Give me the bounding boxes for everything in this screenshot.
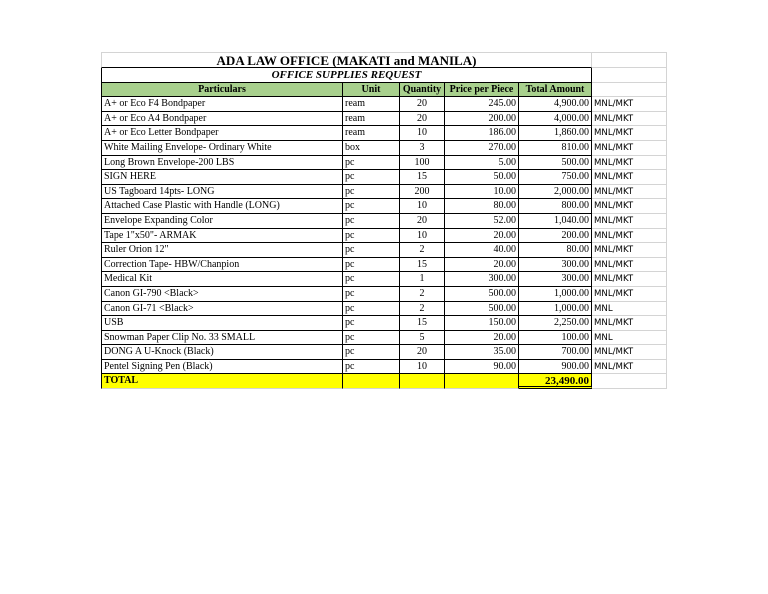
cell-unit[interactable]: pc xyxy=(343,331,400,346)
sheet-title[interactable]: ADA LAW OFFICE (MAKATI and MANILA) xyxy=(101,52,592,68)
cell-location[interactable]: MNL/MKT xyxy=(592,345,667,360)
cell-particulars[interactable]: A+ or Eco Letter Bondpaper xyxy=(101,126,343,141)
cell-price[interactable]: 270.00 xyxy=(445,141,519,156)
table-row xyxy=(101,302,667,317)
cell-total[interactable]: 1,000.00 xyxy=(519,287,592,302)
cell-unit[interactable]: pc xyxy=(343,302,400,317)
cell-particulars[interactable]: Ruler Orion 12" xyxy=(101,243,343,258)
cell-total[interactable]: 200.00 xyxy=(519,229,592,244)
cell-unit[interactable]: pc xyxy=(343,199,400,214)
cell-particulars[interactable]: Medical Kit xyxy=(101,272,343,287)
cell-price[interactable]: 200.00 xyxy=(445,112,519,127)
cell-unit[interactable]: pc xyxy=(343,243,400,258)
cell-price[interactable]: 20.00 xyxy=(445,331,519,346)
cell-location[interactable]: MNL/MKT xyxy=(592,258,667,273)
cell-location[interactable]: MNL/MKT xyxy=(592,170,667,185)
cell-quantity[interactable]: 20 xyxy=(400,345,445,360)
cell-quantity[interactable]: 2 xyxy=(400,302,445,317)
table-row xyxy=(101,141,667,156)
table-row xyxy=(101,156,667,171)
cell-unit[interactable]: pc xyxy=(343,214,400,229)
header-price[interactable]: Price per Piece xyxy=(445,83,519,98)
cell-particulars[interactable]: SIGN HERE xyxy=(101,170,343,185)
cell-price[interactable]: 5.00 xyxy=(445,156,519,171)
table-row xyxy=(101,331,667,346)
cell-quantity[interactable]: 20 xyxy=(400,112,445,127)
cell-location[interactable]: MNL xyxy=(592,331,667,346)
cell-unit[interactable]: pc xyxy=(343,258,400,273)
cell-quantity[interactable]: 15 xyxy=(400,170,445,185)
cell-quantity[interactable]: 20 xyxy=(400,214,445,229)
cell-quantity[interactable]: 10 xyxy=(400,199,445,214)
cell-location[interactable]: MNL/MKT xyxy=(592,199,667,214)
header-total[interactable]: Total Amount xyxy=(519,83,592,98)
header-row xyxy=(101,83,667,98)
cell-location[interactable]: MNL/MKT xyxy=(592,272,667,287)
empty-cell[interactable] xyxy=(400,374,445,389)
cell-location[interactable]: MNL/MKT xyxy=(592,156,667,171)
header-quantity[interactable]: Quantity xyxy=(400,83,445,98)
cell-location[interactable]: MNL/MKT xyxy=(592,243,667,258)
cell-unit[interactable]: ream xyxy=(343,112,400,127)
table-body xyxy=(101,97,667,374)
empty-cell[interactable] xyxy=(592,68,667,83)
cell-particulars[interactable]: US Tagboard 14pts- LONG xyxy=(101,185,343,200)
cell-unit[interactable]: pc xyxy=(343,287,400,302)
cell-location[interactable]: MNL/MKT xyxy=(592,141,667,156)
cell-quantity[interactable]: 100 xyxy=(400,156,445,171)
table-row xyxy=(101,112,667,127)
cell-location[interactable]: MNL/MKT xyxy=(592,112,667,127)
cell-location[interactable]: MNL/MKT xyxy=(592,287,667,302)
cell-unit[interactable]: pc xyxy=(343,272,400,287)
cell-total[interactable]: 100.00 xyxy=(519,331,592,346)
empty-cell[interactable] xyxy=(592,374,667,389)
cell-unit[interactable]: pc xyxy=(343,345,400,360)
cell-location[interactable]: MNL/MKT xyxy=(592,97,667,112)
cell-price[interactable]: 35.00 xyxy=(445,345,519,360)
table-row xyxy=(101,243,667,258)
cell-quantity[interactable]: 10 xyxy=(400,126,445,141)
table-row xyxy=(101,199,667,214)
cell-quantity[interactable]: 5 xyxy=(400,331,445,346)
cell-price[interactable]: 50.00 xyxy=(445,170,519,185)
table-row xyxy=(101,316,667,331)
cell-quantity[interactable]: 3 xyxy=(400,141,445,156)
table-row xyxy=(101,287,667,302)
cell-total[interactable]: 1,040.00 xyxy=(519,214,592,229)
cell-total[interactable]: 1,000.00 xyxy=(519,302,592,317)
cell-total[interactable]: 500.00 xyxy=(519,156,592,171)
cell-price[interactable]: 90.00 xyxy=(445,360,519,375)
header-particulars[interactable]: Particulars xyxy=(101,83,343,98)
cell-unit[interactable]: pc xyxy=(343,170,400,185)
cell-price[interactable]: 245.00 xyxy=(445,97,519,112)
subtitle-row xyxy=(101,68,667,83)
cell-particulars[interactable]: Canon GI-71 <Black> xyxy=(101,302,343,317)
table-row xyxy=(101,272,667,287)
cell-price[interactable]: 40.00 xyxy=(445,243,519,258)
cell-price[interactable]: 20.00 xyxy=(445,229,519,244)
cell-particulars[interactable]: Long Brown Envelope-200 LBS xyxy=(101,156,343,171)
cell-total[interactable]: 1,860.00 xyxy=(519,126,592,141)
cell-total[interactable]: 4,900.00 xyxy=(519,97,592,112)
total-row xyxy=(101,374,667,389)
cell-particulars[interactable]: Pentel Signing Pen (Black) xyxy=(101,360,343,375)
total-label[interactable]: TOTAL xyxy=(101,374,343,389)
table-row xyxy=(101,345,667,360)
cell-quantity[interactable]: 15 xyxy=(400,258,445,273)
cell-particulars[interactable]: Correction Tape- HBW/Chanpion xyxy=(101,258,343,273)
cell-particulars[interactable]: White Mailing Envelope- Ordinary White xyxy=(101,141,343,156)
table-row xyxy=(101,170,667,185)
cell-unit[interactable]: pc xyxy=(343,185,400,200)
cell-location[interactable]: MNL/MKT xyxy=(592,214,667,229)
table-row xyxy=(101,97,667,112)
table-row xyxy=(101,258,667,273)
cell-price[interactable]: 500.00 xyxy=(445,287,519,302)
cell-particulars[interactable]: USB xyxy=(101,316,343,331)
cell-price[interactable]: 52.00 xyxy=(445,214,519,229)
empty-cell[interactable] xyxy=(592,83,667,98)
cell-total[interactable]: 300.00 xyxy=(519,258,592,273)
cell-location[interactable]: MNL/MKT xyxy=(592,360,667,375)
cell-total[interactable]: 4,000.00 xyxy=(519,112,592,127)
cell-unit[interactable]: ream xyxy=(343,126,400,141)
total-value[interactable]: 23,490.00 xyxy=(519,374,592,389)
cell-particulars[interactable]: Tape 1"x50"- ARMAK xyxy=(101,229,343,244)
cell-unit[interactable]: pc xyxy=(343,229,400,244)
cell-particulars[interactable]: Attached Case Plastic with Handle (LONG) xyxy=(101,199,343,214)
cell-total[interactable]: 2,250.00 xyxy=(519,316,592,331)
cell-unit[interactable]: pc xyxy=(343,316,400,331)
cell-price[interactable]: 20.00 xyxy=(445,258,519,273)
cell-particulars[interactable]: DONG A U-Knock (Black) xyxy=(101,345,343,360)
table-row xyxy=(101,185,667,200)
cell-total[interactable]: 300.00 xyxy=(519,272,592,287)
cell-total[interactable]: 900.00 xyxy=(519,360,592,375)
cell-price[interactable]: 80.00 xyxy=(445,199,519,214)
cell-total[interactable]: 800.00 xyxy=(519,199,592,214)
cell-location[interactable]: MNL xyxy=(592,302,667,317)
sheet-subtitle[interactable]: OFFICE SUPPLIES REQUEST xyxy=(101,68,592,83)
cell-unit[interactable]: ream xyxy=(343,97,400,112)
empty-cell[interactable] xyxy=(592,52,667,68)
cell-location[interactable]: MNL/MKT xyxy=(592,185,667,200)
cell-total[interactable]: 80.00 xyxy=(519,243,592,258)
cell-quantity[interactable]: 10 xyxy=(400,229,445,244)
cell-quantity[interactable]: 10 xyxy=(400,360,445,375)
table-row xyxy=(101,360,667,375)
table-row xyxy=(101,229,667,244)
table-row xyxy=(101,214,667,229)
spreadsheet xyxy=(101,52,667,389)
cell-quantity[interactable]: 200 xyxy=(400,185,445,200)
cell-quantity[interactable]: 15 xyxy=(400,316,445,331)
cell-particulars[interactable]: Envelope Expanding Color xyxy=(101,214,343,229)
cell-quantity[interactable]: 1 xyxy=(400,272,445,287)
cell-quantity[interactable]: 20 xyxy=(400,97,445,112)
cell-location[interactable]: MNL/MKT xyxy=(592,316,667,331)
cell-total[interactable]: 810.00 xyxy=(519,141,592,156)
title-row xyxy=(101,52,667,68)
table-row xyxy=(101,126,667,141)
cell-total[interactable]: 2,000.00 xyxy=(519,185,592,200)
cell-quantity[interactable]: 2 xyxy=(400,287,445,302)
cell-particulars[interactable]: Canon GI-790 <Black> xyxy=(101,287,343,302)
cell-particulars[interactable]: A+ or Eco F4 Bondpaper xyxy=(101,97,343,112)
cell-price[interactable]: 150.00 xyxy=(445,316,519,331)
cell-total[interactable]: 750.00 xyxy=(519,170,592,185)
cell-particulars[interactable]: A+ or Eco A4 Bondpaper xyxy=(101,112,343,127)
cell-unit[interactable]: pc xyxy=(343,156,400,171)
empty-cell[interactable] xyxy=(343,374,400,389)
cell-price[interactable]: 500.00 xyxy=(445,302,519,317)
cell-unit[interactable]: box xyxy=(343,141,400,156)
cell-total[interactable]: 700.00 xyxy=(519,345,592,360)
cell-location[interactable]: MNL/MKT xyxy=(592,126,667,141)
cell-particulars[interactable]: Snowman Paper Clip No. 33 SMALL xyxy=(101,331,343,346)
cell-price[interactable]: 300.00 xyxy=(445,272,519,287)
cell-price[interactable]: 10.00 xyxy=(445,185,519,200)
cell-price[interactable]: 186.00 xyxy=(445,126,519,141)
cell-location[interactable]: MNL/MKT xyxy=(592,229,667,244)
header-unit[interactable]: Unit xyxy=(343,83,400,98)
cell-unit[interactable]: pc xyxy=(343,360,400,375)
empty-cell[interactable] xyxy=(445,374,519,389)
cell-quantity[interactable]: 2 xyxy=(400,243,445,258)
